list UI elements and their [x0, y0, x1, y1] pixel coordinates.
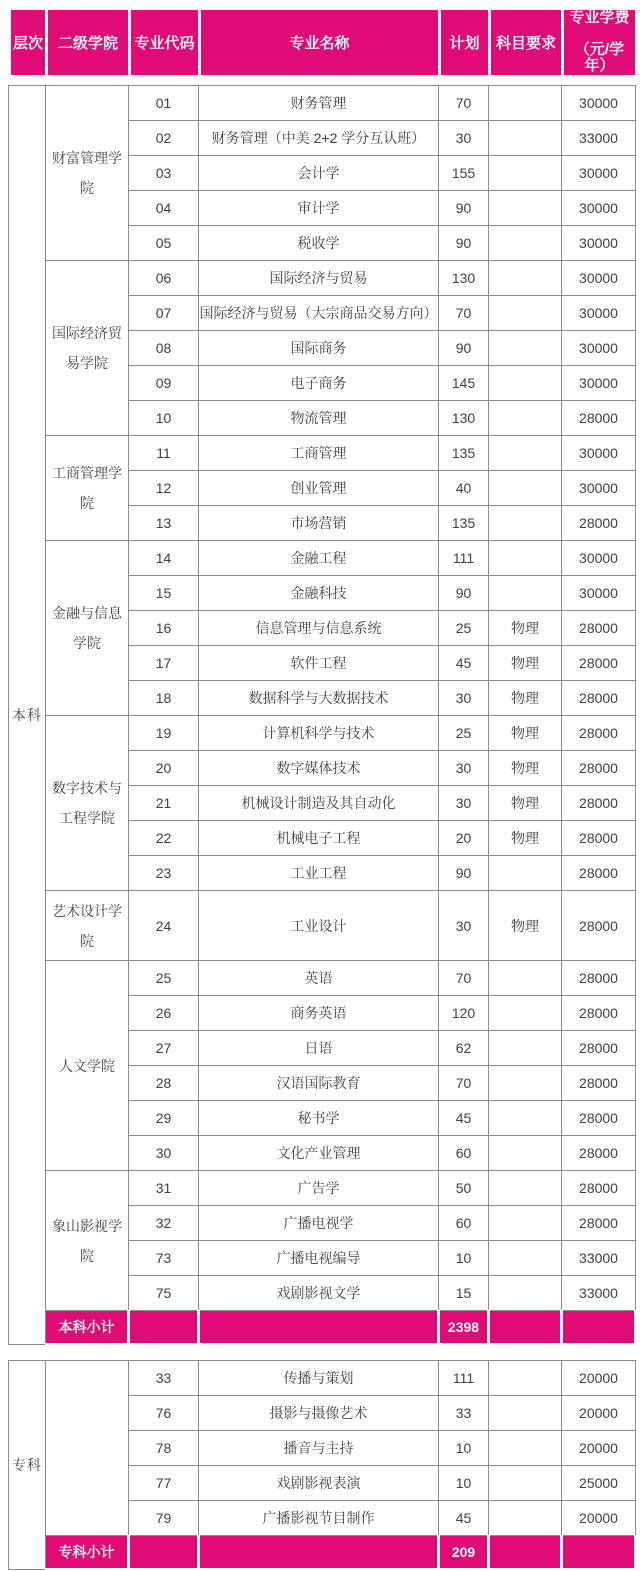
fee-cell: 33000 — [562, 1276, 636, 1311]
code-cell: 31 — [129, 1171, 199, 1206]
bachelor-table — [8, 85, 637, 1346]
fee-cell: 30000 — [562, 366, 636, 401]
code-cell: 32 — [129, 1206, 199, 1241]
plan-cell: 25 — [439, 716, 489, 751]
header-code: 专业代码 — [130, 9, 200, 77]
plan-cell: 62 — [439, 1031, 489, 1066]
subject-cell — [489, 226, 562, 261]
plan-cell: 145 — [439, 366, 489, 401]
subject-cell — [489, 1276, 562, 1311]
fee-cell: 28000 — [562, 611, 636, 646]
name-cell: 市场营销 — [199, 506, 439, 541]
subject-cell — [489, 1031, 562, 1066]
subject-cell — [489, 1066, 562, 1101]
plan-cell: 70 — [439, 296, 489, 331]
code-cell: 18 — [129, 681, 199, 716]
fee-cell: 20000 — [562, 1396, 636, 1431]
code-cell: 26 — [129, 996, 199, 1031]
name-cell: 工商管理 — [199, 436, 439, 471]
associate-table — [8, 1360, 637, 1571]
plan-cell: 70 — [439, 961, 489, 996]
code-cell: 01 — [129, 86, 199, 121]
name-cell: 商务英语 — [199, 996, 439, 1031]
name-cell: 工业设计 — [199, 891, 439, 961]
fee-cell: 28000 — [562, 716, 636, 751]
plan-cell: 30 — [439, 121, 489, 156]
code-cell: 08 — [129, 331, 199, 366]
name-cell: 广播电视学 — [199, 1206, 439, 1241]
name-cell: 秘书学 — [199, 1101, 439, 1136]
plan-cell: 10 — [439, 1466, 489, 1501]
subject-cell — [489, 121, 562, 156]
name-cell: 英语 — [199, 961, 439, 996]
fee-cell: 33000 — [562, 121, 636, 156]
subtotal-empty-cell — [129, 1536, 199, 1570]
plan-cell: 90 — [439, 226, 489, 261]
code-cell: 33 — [129, 1361, 199, 1396]
fee-cell: 28000 — [562, 401, 636, 436]
plan-cell: 25 — [439, 611, 489, 646]
name-cell: 审计学 — [199, 191, 439, 226]
code-cell: 19 — [129, 716, 199, 751]
fee-cell: 20000 — [562, 1361, 636, 1396]
header-row — [10, 9, 637, 77]
plan-cell: 30 — [439, 891, 489, 961]
code-cell: 21 — [129, 786, 199, 821]
name-cell: 金融工程 — [199, 541, 439, 576]
fee-cell: 28000 — [562, 1101, 636, 1136]
college-cell: 数字技术与工程学院 — [46, 716, 129, 891]
header-plan: 计划 — [440, 9, 490, 77]
code-cell: 79 — [129, 1501, 199, 1536]
major-row — [9, 716, 636, 751]
fee-cell: 30000 — [562, 576, 636, 611]
subject-cell — [489, 471, 562, 506]
code-cell: 24 — [129, 891, 199, 961]
college-cell: 国际经济贸易学院 — [46, 261, 129, 436]
college-cell: 工商管理学院 — [46, 436, 129, 541]
subject-cell — [489, 1101, 562, 1136]
name-cell: 机械设计制造及其自动化 — [199, 786, 439, 821]
name-cell: 机械电子工程 — [199, 821, 439, 856]
fee-cell: 28000 — [562, 961, 636, 996]
major-row — [9, 86, 636, 121]
code-cell: 77 — [129, 1466, 199, 1501]
major-row — [9, 261, 636, 296]
subject-cell — [489, 576, 562, 611]
fee-cell: 30000 — [562, 331, 636, 366]
name-cell: 日语 — [199, 1031, 439, 1066]
fee-cell: 28000 — [562, 821, 636, 856]
plan-cell: 10 — [439, 1241, 489, 1276]
subtotal-empty-cell — [489, 1536, 562, 1570]
fee-cell: 28000 — [562, 506, 636, 541]
college-cell: 金融与信息学院 — [46, 541, 129, 716]
name-cell: 传播与策划 — [199, 1361, 439, 1396]
name-cell: 广播电视编导 — [199, 1241, 439, 1276]
level-cell: 专科 — [9, 1361, 46, 1570]
name-cell: 戏剧影视表演 — [199, 1466, 439, 1501]
subject-cell: 物理 — [489, 646, 562, 681]
plan-cell: 70 — [439, 86, 489, 121]
major-row — [9, 541, 636, 576]
subject-cell — [489, 261, 562, 296]
fee-cell: 30000 — [562, 261, 636, 296]
plan-cell: 15 — [439, 1276, 489, 1311]
subject-cell — [489, 1361, 562, 1396]
code-cell: 16 — [129, 611, 199, 646]
college-cell: 财富管理学院 — [46, 86, 129, 261]
college-cell: 艺术设计学院 — [46, 891, 129, 961]
subtotal-empty-cell — [562, 1311, 636, 1345]
plan-cell: 90 — [439, 331, 489, 366]
fee-cell: 30000 — [562, 296, 636, 331]
major-row — [9, 891, 636, 961]
fee-cell: 30000 — [562, 191, 636, 226]
subtotal-plan-cell: 2398 — [439, 1311, 489, 1345]
code-cell: 14 — [129, 541, 199, 576]
subject-cell — [489, 1206, 562, 1241]
fee-cell: 28000 — [562, 891, 636, 961]
subject-cell — [489, 366, 562, 401]
subject-cell: 物理 — [489, 786, 562, 821]
name-cell: 税收学 — [199, 226, 439, 261]
subtotal-label-cell: 专科小计 — [46, 1536, 129, 1570]
subtotal-empty-cell — [199, 1311, 439, 1345]
name-cell: 戏剧影视文学 — [199, 1276, 439, 1311]
code-cell: 12 — [129, 471, 199, 506]
header-college: 二级学院 — [47, 9, 130, 77]
fee-cell: 28000 — [562, 996, 636, 1031]
code-cell: 25 — [129, 961, 199, 996]
code-cell: 07 — [129, 296, 199, 331]
fee-cell: 30000 — [562, 436, 636, 471]
fee-cell: 30000 — [562, 226, 636, 261]
fee-cell: 30000 — [562, 86, 636, 121]
name-cell: 物流管理 — [199, 401, 439, 436]
subject-cell — [489, 1136, 562, 1171]
plan-cell: 45 — [439, 646, 489, 681]
plan-cell: 70 — [439, 1066, 489, 1101]
code-cell: 30 — [129, 1136, 199, 1171]
code-cell: 75 — [129, 1276, 199, 1311]
name-cell: 汉语国际教育 — [199, 1066, 439, 1101]
name-cell: 广播影视节目制作 — [199, 1501, 439, 1536]
subject-cell: 物理 — [489, 716, 562, 751]
subject-cell — [489, 541, 562, 576]
name-cell: 信息管理与信息系统 — [199, 611, 439, 646]
name-cell: 软件工程 — [199, 646, 439, 681]
name-cell: 播音与主持 — [199, 1431, 439, 1466]
major-row — [9, 1361, 636, 1396]
code-cell: 73 — [129, 1241, 199, 1276]
fee-cell: 28000 — [562, 1171, 636, 1206]
header-fee-line2: （元/学年） — [574, 40, 625, 75]
college-cell: 象山影视学院 — [46, 1171, 129, 1311]
fee-cell: 30000 — [562, 471, 636, 506]
code-cell: 23 — [129, 856, 199, 891]
table-header — [8, 7, 638, 78]
code-cell: 02 — [129, 121, 199, 156]
code-cell: 78 — [129, 1431, 199, 1466]
plan-cell: 155 — [439, 156, 489, 191]
plan-cell: 130 — [439, 261, 489, 296]
fee-cell: 30000 — [562, 156, 636, 191]
subject-cell: 物理 — [489, 611, 562, 646]
subtotal-empty-cell — [562, 1536, 636, 1570]
subtotal-row — [9, 1536, 636, 1570]
fee-cell: 20000 — [562, 1431, 636, 1466]
subject-cell — [489, 1431, 562, 1466]
name-cell: 计算机科学与技术 — [199, 716, 439, 751]
subject-cell — [489, 1501, 562, 1536]
subject-cell — [489, 296, 562, 331]
subject-cell — [489, 1396, 562, 1431]
name-cell: 财务管理 — [199, 86, 439, 121]
name-cell: 文化产业管理 — [199, 1136, 439, 1171]
plan-cell: 111 — [439, 1361, 489, 1396]
subject-cell — [489, 961, 562, 996]
subject-cell — [489, 1171, 562, 1206]
college-cell — [46, 1361, 129, 1536]
fee-cell: 28000 — [562, 786, 636, 821]
fee-cell: 33000 — [562, 1241, 636, 1276]
code-cell: 03 — [129, 156, 199, 191]
fee-cell: 28000 — [562, 1066, 636, 1101]
subtotal-empty-cell — [489, 1311, 562, 1345]
fee-cell: 28000 — [562, 1206, 636, 1241]
name-cell: 财务管理（中美 2+2 学分互认班） — [199, 121, 439, 156]
name-cell: 国际经济与贸易 — [199, 261, 439, 296]
plan-cell: 135 — [439, 436, 489, 471]
fee-cell: 30000 — [562, 541, 636, 576]
code-cell: 10 — [129, 401, 199, 436]
name-cell: 广告学 — [199, 1171, 439, 1206]
code-cell: 15 — [129, 576, 199, 611]
plan-cell: 50 — [439, 1171, 489, 1206]
fee-cell: 25000 — [562, 1466, 636, 1501]
name-cell: 金融科技 — [199, 576, 439, 611]
plan-cell: 45 — [439, 1501, 489, 1536]
plan-cell: 120 — [439, 996, 489, 1031]
subject-cell — [489, 1241, 562, 1276]
subtotal-empty-cell — [199, 1536, 439, 1570]
code-cell: 22 — [129, 821, 199, 856]
name-cell: 数据科学与大数据技术 — [199, 681, 439, 716]
subject-cell: 物理 — [489, 751, 562, 786]
code-cell: 76 — [129, 1396, 199, 1431]
subtotal-plan-cell: 209 — [439, 1536, 489, 1570]
name-cell: 创业管理 — [199, 471, 439, 506]
header-name: 专业名称 — [200, 9, 440, 77]
code-cell: 04 — [129, 191, 199, 226]
name-cell: 电子商务 — [199, 366, 439, 401]
fee-cell: 28000 — [562, 646, 636, 681]
level-cell: 本科 — [9, 86, 46, 1345]
code-cell: 17 — [129, 646, 199, 681]
name-cell: 国际经济与贸易（大宗商品交易方向） — [199, 296, 439, 331]
subtotal-label-cell: 本科小计 — [46, 1311, 129, 1345]
plan-cell: 90 — [439, 856, 489, 891]
subject-cell — [489, 996, 562, 1031]
name-cell: 工业工程 — [199, 856, 439, 891]
bachelor-tbody — [9, 86, 636, 1345]
name-cell: 会计学 — [199, 156, 439, 191]
major-row — [9, 436, 636, 471]
code-cell: 06 — [129, 261, 199, 296]
name-cell: 国际商务 — [199, 331, 439, 366]
plan-cell: 135 — [439, 506, 489, 541]
major-row — [9, 961, 636, 996]
fee-cell: 28000 — [562, 681, 636, 716]
subject-cell: 物理 — [489, 891, 562, 961]
fee-cell: 20000 — [562, 1501, 636, 1536]
code-cell: 29 — [129, 1101, 199, 1136]
subject-cell — [489, 156, 562, 191]
subject-cell — [489, 331, 562, 366]
header-fee-line1: 专业学费 — [569, 9, 630, 27]
subject-cell — [489, 86, 562, 121]
plan-cell: 30 — [439, 751, 489, 786]
subject-cell — [489, 1466, 562, 1501]
fee-cell: 28000 — [562, 1136, 636, 1171]
fee-cell: 28000 — [562, 751, 636, 786]
code-cell: 13 — [129, 506, 199, 541]
major-row — [9, 1171, 636, 1206]
plan-cell: 111 — [439, 541, 489, 576]
associate-tbody — [9, 1361, 636, 1570]
code-cell: 28 — [129, 1066, 199, 1101]
fee-cell: 28000 — [562, 1031, 636, 1066]
subject-cell: 物理 — [489, 821, 562, 856]
plan-cell: 40 — [439, 471, 489, 506]
fee-cell: 28000 — [562, 856, 636, 891]
subject-cell — [489, 191, 562, 226]
subject-cell — [489, 506, 562, 541]
subject-cell — [489, 401, 562, 436]
code-cell: 09 — [129, 366, 199, 401]
subject-cell: 物理 — [489, 681, 562, 716]
subject-cell — [489, 436, 562, 471]
code-cell: 11 — [129, 436, 199, 471]
code-cell: 20 — [129, 751, 199, 786]
plan-cell: 30 — [439, 681, 489, 716]
plan-cell: 60 — [439, 1206, 489, 1241]
plan-cell: 20 — [439, 821, 489, 856]
plan-cell: 130 — [439, 401, 489, 436]
plan-cell: 10 — [439, 1431, 489, 1466]
code-cell: 05 — [129, 226, 199, 261]
plan-cell: 33 — [439, 1396, 489, 1431]
header-fee — [563, 9, 637, 77]
name-cell: 数字媒体技术 — [199, 751, 439, 786]
plan-cell: 30 — [439, 786, 489, 821]
header-subject: 科目要求 — [490, 9, 563, 77]
code-cell: 27 — [129, 1031, 199, 1066]
header-level: 层次 — [10, 9, 47, 77]
plan-cell: 90 — [439, 191, 489, 226]
college-cell: 人文学院 — [46, 961, 129, 1171]
plan-cell: 60 — [439, 1136, 489, 1171]
plan-cell: 45 — [439, 1101, 489, 1136]
subtotal-row — [9, 1311, 636, 1345]
plan-cell: 90 — [439, 576, 489, 611]
subject-cell — [489, 856, 562, 891]
subtotal-empty-cell — [129, 1311, 199, 1345]
name-cell: 摄影与摄像艺术 — [199, 1396, 439, 1431]
